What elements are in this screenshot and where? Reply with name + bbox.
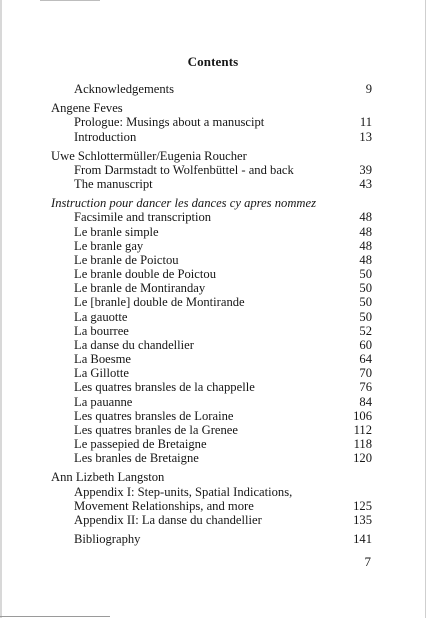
toc-entry: [0, 409, 426, 423]
toc-page-number: 118: [353, 437, 372, 452]
toc-entry-title: Appendix II: La danse du chandellier: [74, 512, 262, 527]
toc-entry-title: Le branle double de Poictou: [74, 267, 216, 282]
table-of-contents: [0, 82, 426, 546]
toc-page-number: 76: [359, 380, 372, 395]
toc-page-number: 13: [359, 129, 372, 144]
toc-entry: [0, 225, 426, 239]
page-number: 7: [364, 554, 371, 569]
scan-mark-top: [40, 0, 100, 1]
contents-heading: Contents: [187, 54, 239, 69]
toc-entry-title: The manuscript: [74, 177, 153, 192]
toc-entry-title: Le branle gay: [74, 238, 144, 253]
toc-entry-title: Le branle simple: [74, 224, 159, 239]
toc-entry-title: Facsimile and transcription: [74, 210, 212, 225]
toc-entry-title: Movement Relationships, and more: [74, 498, 254, 513]
toc-page-number: 39: [359, 162, 372, 177]
toc-page-number: 50: [359, 309, 372, 324]
toc-entry: [0, 532, 426, 546]
toc-section-heading: [0, 101, 426, 115]
toc-entry: [0, 163, 426, 177]
toc-page-number: 60: [359, 337, 372, 352]
toc-page-number: 11: [359, 115, 372, 130]
toc-entry: [0, 239, 426, 253]
toc-entry-title: La bourree: [74, 323, 129, 338]
toc-page-number: 48: [359, 224, 372, 239]
toc-page-number: 106: [353, 408, 372, 423]
toc-entry: [0, 324, 426, 338]
toc-page-number: 112: [353, 422, 372, 437]
toc-entry-title: Les quatres branles de la Grenee: [74, 422, 238, 437]
toc-section-heading: [0, 149, 426, 163]
toc-page-number: 125: [353, 498, 372, 513]
toc-entry: [0, 177, 426, 191]
toc-entry: [0, 485, 426, 499]
toc-entry: [0, 281, 426, 295]
toc-entry-title: Bibliography: [74, 532, 141, 547]
toc-entry-title: Le passepied de Bretaigne: [74, 437, 207, 452]
toc-entry: [0, 352, 426, 366]
toc-entry: [0, 513, 426, 527]
toc-page-number: 141: [353, 532, 372, 547]
toc-page-number: 64: [359, 352, 372, 367]
toc-entry-title: From Darmstadt to Wolfenbüttel - and back: [74, 162, 294, 177]
toc-entry-title: La Gillotte: [74, 366, 129, 381]
toc-page-number: 9: [365, 82, 372, 96]
toc-entry-title: Instruction pour dancer les dances cy apres nommez: [51, 196, 317, 211]
toc-entry-title: Ann Lizbeth Langston: [51, 470, 165, 485]
toc-page-number: 48: [359, 210, 372, 225]
toc-entry-title: Les quatres bransles de Loraine: [74, 408, 234, 423]
toc-entry: [0, 115, 426, 129]
toc-page-number: 50: [359, 267, 372, 282]
toc-section-heading: [0, 470, 426, 484]
toc-entry-title: La Boesme: [74, 352, 132, 367]
toc-entry: [0, 366, 426, 380]
toc-entry: [0, 395, 426, 409]
toc-page-number: 70: [359, 366, 372, 381]
toc-section-heading: [0, 196, 426, 210]
toc-entry: [0, 380, 426, 394]
toc-page-number: 48: [359, 238, 372, 253]
toc-entry-title: Le branle de Montiranday: [74, 281, 206, 296]
toc-entry: [0, 499, 426, 513]
toc-entry-title: Introduction: [74, 129, 137, 144]
toc-entry: [0, 210, 426, 224]
toc-entry-title: La danse du chandellier: [74, 337, 194, 352]
toc-entry: [0, 451, 426, 465]
toc-page-number: 52: [359, 323, 372, 338]
toc-page-number: 84: [359, 394, 372, 409]
toc-page-number: 135: [353, 512, 372, 527]
toc-page-number: 50: [359, 295, 372, 310]
toc-entry: [0, 82, 426, 96]
toc-page-number: 50: [359, 281, 372, 296]
toc-entry-title: Acknowledgements: [74, 82, 175, 96]
toc-entry-title: La gauotte: [74, 309, 128, 324]
toc-entry-title: Prologue: Musings about a manuscipt: [74, 115, 265, 130]
toc-entry: [0, 253, 426, 267]
toc-page-number: 43: [359, 177, 372, 192]
toc-entry: [0, 130, 426, 144]
scan-mark-bottom: [0, 616, 110, 617]
toc-entry: [0, 310, 426, 324]
toc-entry: [0, 423, 426, 437]
toc-entry-title: Appendix I: Step-units, Spatial Indications,: [74, 484, 293, 499]
toc-entry-title: Angene Feves: [51, 101, 123, 116]
toc-entry: [0, 267, 426, 281]
toc-entry: [0, 338, 426, 352]
toc-page-number: 48: [359, 252, 372, 267]
toc-entry-title: La pauanne: [74, 394, 133, 409]
toc-entry: [0, 295, 426, 309]
toc-entry-title: Uwe Schlottermüller/Eugenia Roucher: [51, 148, 247, 163]
toc-page-number: 120: [353, 451, 372, 466]
toc-entry: [0, 437, 426, 451]
toc-entry-title: Le [branle] double de Montirande: [74, 295, 245, 310]
toc-entry-title: Le branle de Poictou: [74, 252, 179, 267]
toc-entry-title: Les branles de Bretaigne: [74, 451, 199, 466]
toc-entry-title: Les quatres bransles de la chappelle: [74, 380, 255, 395]
